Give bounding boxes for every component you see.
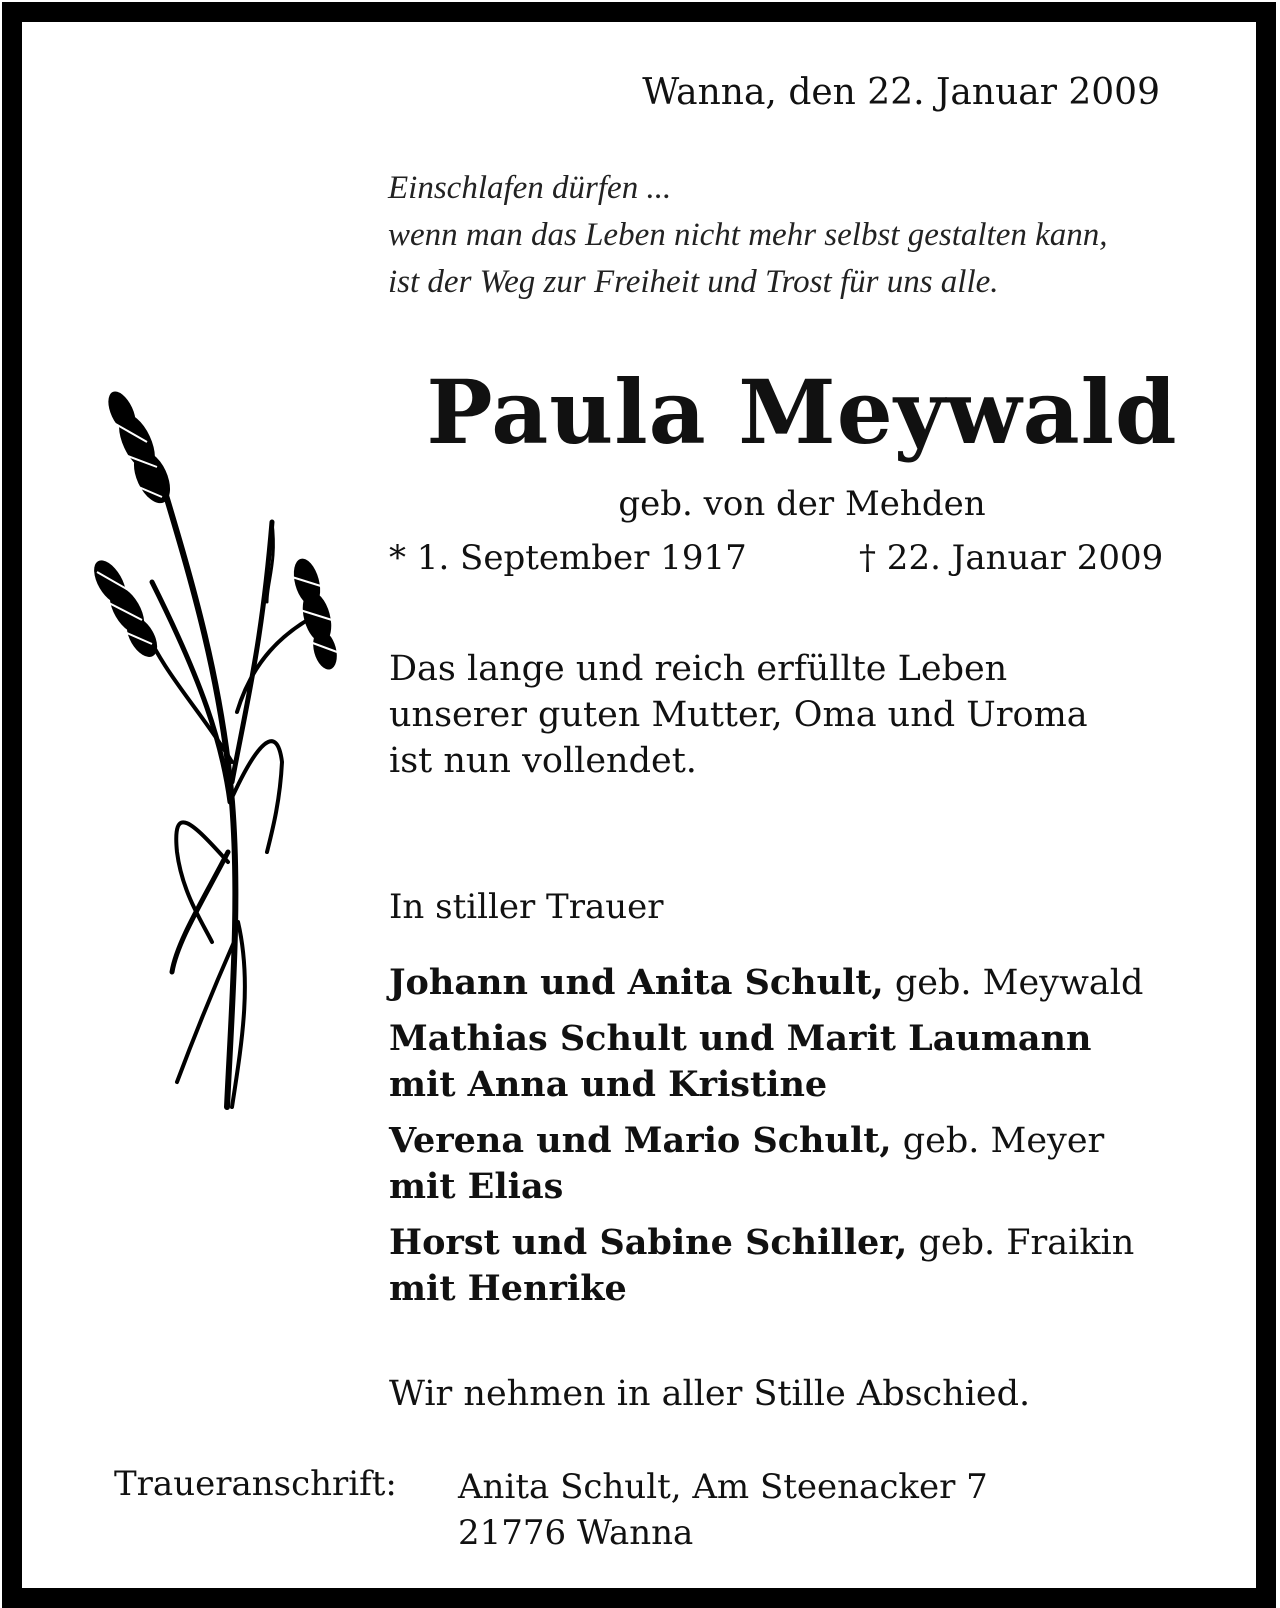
birth-date: * 1. September 1917 <box>389 538 747 578</box>
family-entry <box>389 960 1143 1006</box>
mourning-address <box>458 1464 988 1556</box>
address-line-2: 21776 Wanna <box>458 1513 694 1553</box>
life-paragraph <box>389 646 1088 784</box>
family-maiden: geb. Meyer <box>891 1121 1105 1161</box>
paragraph-line-1: Das lange und reich erfüllte Leben <box>389 649 1008 689</box>
family-children: mit Elias <box>389 1166 564 1207</box>
deceased-name: Paula Meywald <box>426 360 1178 464</box>
quote-line-1: Einschlafen dürfen ... <box>388 170 672 206</box>
wheat-icon <box>82 382 352 1122</box>
family-names: Verena und Mario Schult, <box>389 1120 892 1161</box>
family-names: Horst und Sabine Schiller, <box>389 1222 908 1263</box>
paragraph-line-2: unserer guten Mutter, Oma und Uroma <box>389 695 1088 735</box>
death-date: † 22. Januar 2009 <box>859 538 1164 578</box>
family-maiden: geb. Meywald <box>883 963 1144 1003</box>
farewell-text: Wir nehmen in aller Stille Abschied. <box>389 1374 1031 1414</box>
family-entry <box>389 1118 1143 1210</box>
address-label: Traueranschrift: <box>114 1464 397 1504</box>
family-children: mit Anna und Kristine <box>389 1064 828 1105</box>
paragraph-line-3: ist nun vollendet. <box>389 741 697 781</box>
mourning-text: In stiller Trauer <box>389 887 664 927</box>
quote-block <box>388 165 1108 306</box>
life-dates <box>389 538 1164 578</box>
family-names: Mathias Schult und Marit Laumann <box>389 1018 1092 1059</box>
family-children: mit Henrike <box>389 1268 627 1309</box>
family-entry <box>389 1220 1143 1312</box>
family-entry <box>389 1016 1143 1108</box>
obituary-frame <box>2 2 1276 1608</box>
family-list <box>389 960 1143 1322</box>
quote-line-3: ist der Weg zur Freiheit und Trost für uns alle. <box>388 264 999 300</box>
quote-line-2: wenn man das Leben nicht mehr selbst gestalten kann, <box>388 217 1108 253</box>
place-date: Wanna, den 22. Januar 2009 <box>642 72 1160 113</box>
address-line-1: Anita Schult, Am Steenacker 7 <box>458 1467 988 1507</box>
maiden-name: geb. von der Mehden <box>618 484 986 524</box>
family-maiden: geb. Fraikin <box>907 1223 1135 1263</box>
family-names: Johann und Anita Schult, <box>389 962 884 1003</box>
